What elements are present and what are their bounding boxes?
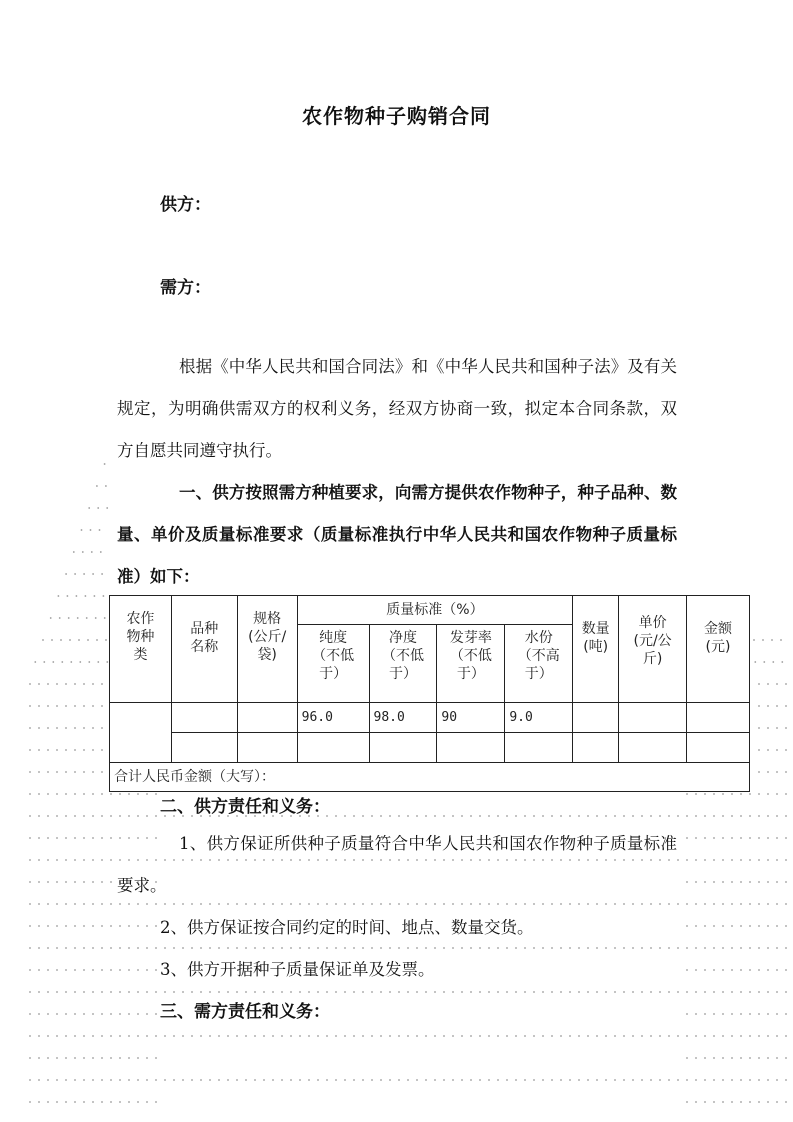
table-row: [110, 703, 750, 733]
header-quantity: 数量(吨): [573, 596, 619, 703]
section-2-item-2: 2、供方保证按合同约定的时间、地点、数量交货。: [160, 918, 534, 937]
header-purity: 纯度（不低于）: [297, 625, 369, 703]
header-quality-group: 质量标准（%）: [297, 596, 573, 625]
section-3-heading: 三、需方责任和义务：: [160, 1002, 330, 1022]
header-crop-type: 农作物种类: [110, 596, 172, 703]
intro-paragraph: 根据《中华人民共和国合同法》和《中华人民共和国种子法》及有关规定，为明确供需双方的权利义务，经双方协商一致，拟定本合同条款，双方自愿共同遵守执行。: [117, 357, 677, 460]
header-amount: 金额(元): [687, 596, 750, 703]
header-unit-price: 单价(元/公斤): [619, 596, 687, 703]
section-2-heading: 二、供方责任和义务：: [160, 797, 330, 817]
header-germination: 发芽率（不低于）: [437, 625, 505, 703]
table-row: [110, 733, 750, 763]
section-2-item-3: 3、供方开据种子质量保证单及发票。: [160, 960, 435, 979]
buyer-label: 需方：: [160, 278, 211, 298]
page-title: 农作物种子购销合同: [302, 104, 491, 128]
value-purity: 96.0: [297, 703, 369, 733]
section-2-item-1: 1、供方保证所供种子质量符合中华人民共和国农作物种子质量标准要求。: [117, 834, 677, 895]
supplier-label: 供方：: [160, 195, 211, 215]
value-germination: 90: [437, 703, 505, 733]
header-moisture: 水份（不高于）: [505, 625, 573, 703]
seed-table: [109, 595, 750, 792]
total-amount-label: 合计人民币金额（大写）：: [110, 763, 750, 792]
header-variety: 品种名称: [171, 596, 237, 703]
value-moisture: 9.0: [505, 703, 573, 733]
header-spec: 规格(公斤/袋): [237, 596, 297, 703]
header-cleanliness: 净度（不低于）: [369, 625, 437, 703]
clause-1-paragraph: 一、供方按照需方种植要求，向需方提供农作物种子，种子品种、数量、单价及质量标准要求（质量标准执行中华人民共和国农作物种子质量标准）如下：: [117, 483, 677, 586]
value-cleanliness: 98.0: [369, 703, 437, 733]
